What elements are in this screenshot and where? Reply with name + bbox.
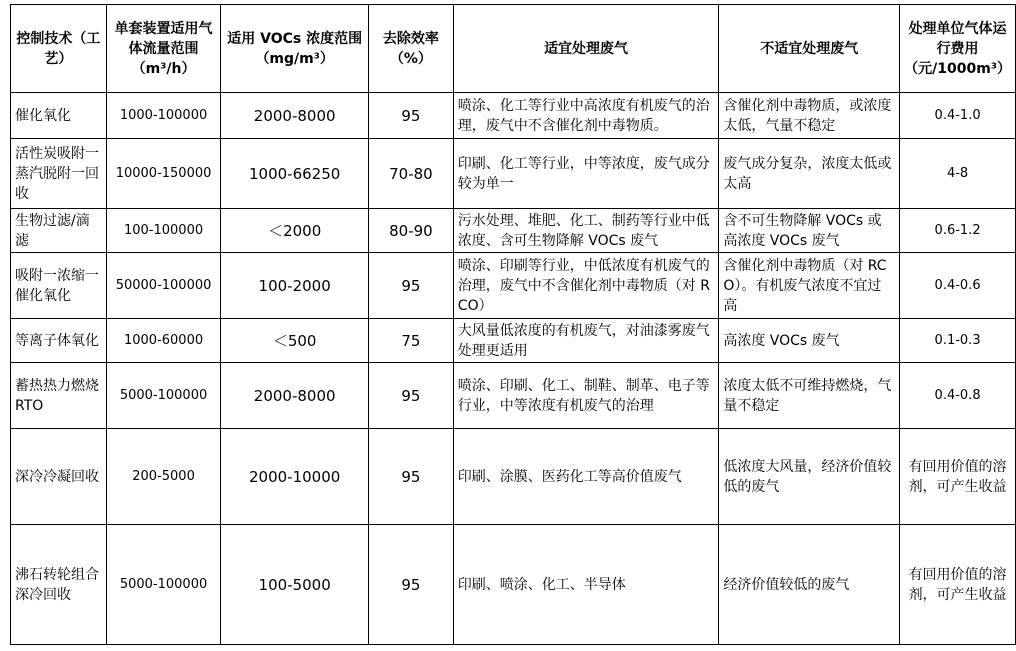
cell-eff: 75 <box>369 319 454 363</box>
cell-cost: 0.4-0.6 <box>900 253 1016 319</box>
table-row <box>11 139 1016 209</box>
cell-conc: 2000-10000 <box>221 429 369 525</box>
header-conc: 适用 VOCs 浓度范围（mg/m³） <box>221 5 369 93</box>
cell-tech: 沸石转轮组合深冷回收 <box>11 525 107 645</box>
cell-eff: 95 <box>369 525 454 645</box>
cell-unsuitable: 经济价值较低的废气 <box>719 525 900 645</box>
cell-eff: 95 <box>369 253 454 319</box>
table-row <box>11 429 1016 525</box>
cell-cost: 0.4-0.8 <box>900 363 1016 429</box>
cell-cost: 有回用价值的溶剂，可产生收益 <box>900 429 1016 525</box>
cell-suitable: 喷涂、印刷等行业，中低浓度有机废气的治理，废气中不含催化剂中毒物质（对 RCO） <box>453 253 719 319</box>
cell-conc: 100-5000 <box>221 525 369 645</box>
table-row <box>11 253 1016 319</box>
cell-unsuitable: 废气成分复杂，浓度太低或太高 <box>719 139 900 209</box>
cell-conc: 100-2000 <box>221 253 369 319</box>
cell-cost: 4-8 <box>900 139 1016 209</box>
header-row <box>11 5 1016 93</box>
cell-tech: 生物过滤/滴滤 <box>11 209 107 253</box>
cell-unsuitable: 含催化剂中毒物质，或浓度太低，气量不稳定 <box>719 93 900 139</box>
cell-tech: 深冷冷凝回收 <box>11 429 107 525</box>
cell-suitable: 大风量低浓度的有机废气，对油漆雾废气处理更适用 <box>453 319 719 363</box>
cell-flow: 10000-150000 <box>106 139 220 209</box>
cell-tech: 活性炭吸附一蒸汽脱附一回收 <box>11 139 107 209</box>
cell-suitable: 喷涂、化工等行业中高浓度有机废气的治理，废气中不含催化剂中毒物质。 <box>453 93 719 139</box>
cell-flow: 5000-100000 <box>106 363 220 429</box>
cell-unsuitable: 浓度太低不可维持燃烧，气量不稳定 <box>719 363 900 429</box>
header-suitable: 适宜处理废气 <box>453 5 719 93</box>
cell-flow: 1000-100000 <box>106 93 220 139</box>
cell-tech: 催化氧化 <box>11 93 107 139</box>
table-row <box>11 209 1016 253</box>
cell-conc: 1000-66250 <box>221 139 369 209</box>
cell-eff: 80-90 <box>369 209 454 253</box>
cell-tech: 吸附一浓缩一催化氧化 <box>11 253 107 319</box>
cell-unsuitable: 含催化剂中毒物质（对 RCO）。有机废气浓度不宜过高 <box>719 253 900 319</box>
cell-cost: 0.1-0.3 <box>900 319 1016 363</box>
voc-control-table <box>10 4 1016 645</box>
cell-conc: ＜500 <box>221 319 369 363</box>
header-eff: 去除效率（%） <box>369 5 454 93</box>
cell-unsuitable: 含不可生物降解 VOCs 或高浓度 VOCs 废气 <box>719 209 900 253</box>
table-row <box>11 525 1016 645</box>
cell-unsuitable: 低浓度大风量，经济价值较低的废气 <box>719 429 900 525</box>
cell-suitable: 污水处理、堆肥、化工、制药等行业中低浓度、含可生物降解 VOCs 废气 <box>453 209 719 253</box>
cell-suitable: 印刷、化工等行业，中等浓度，废气成分较为单一 <box>453 139 719 209</box>
table-row <box>11 319 1016 363</box>
cell-flow: 200-5000 <box>106 429 220 525</box>
cell-conc: 2000-8000 <box>221 363 369 429</box>
header-flow: 单套装置适用气体流量范围（m³/h） <box>106 5 220 93</box>
cell-suitable: 喷涂、印刷、化工、制鞋、制革、电子等行业，中等浓度有机废气的治理 <box>453 363 719 429</box>
header-cost: 处理单位气体运行费用（元/1000m³） <box>900 5 1016 93</box>
cell-tech: 等离子体氧化 <box>11 319 107 363</box>
cell-suitable: 印刷、涂膜、医药化工等高价值废气 <box>453 429 719 525</box>
cell-conc: 2000-8000 <box>221 93 369 139</box>
cell-flow: 5000-100000 <box>106 525 220 645</box>
cell-eff: 95 <box>369 363 454 429</box>
cell-conc: ＜2000 <box>221 209 369 253</box>
cell-unsuitable: 高浓度 VOCs 废气 <box>719 319 900 363</box>
cell-flow: 50000-100000 <box>106 253 220 319</box>
header-unsuitable: 不适宜处理废气 <box>719 5 900 93</box>
cell-eff: 95 <box>369 429 454 525</box>
cell-tech: 蓄热热力燃烧 RTO <box>11 363 107 429</box>
cell-cost: 0.6-1.2 <box>900 209 1016 253</box>
cell-eff: 70-80 <box>369 139 454 209</box>
cell-flow: 1000-60000 <box>106 319 220 363</box>
cell-cost: 0.4-1.0 <box>900 93 1016 139</box>
header-tech: 控制技术（工艺） <box>11 5 107 93</box>
cell-flow: 100-100000 <box>106 209 220 253</box>
cell-cost: 有回用价值的溶剂，可产生收益 <box>900 525 1016 645</box>
table-row <box>11 363 1016 429</box>
table-row <box>11 93 1016 139</box>
cell-eff: 95 <box>369 93 454 139</box>
cell-suitable: 印刷、喷涂、化工、半导体 <box>453 525 719 645</box>
